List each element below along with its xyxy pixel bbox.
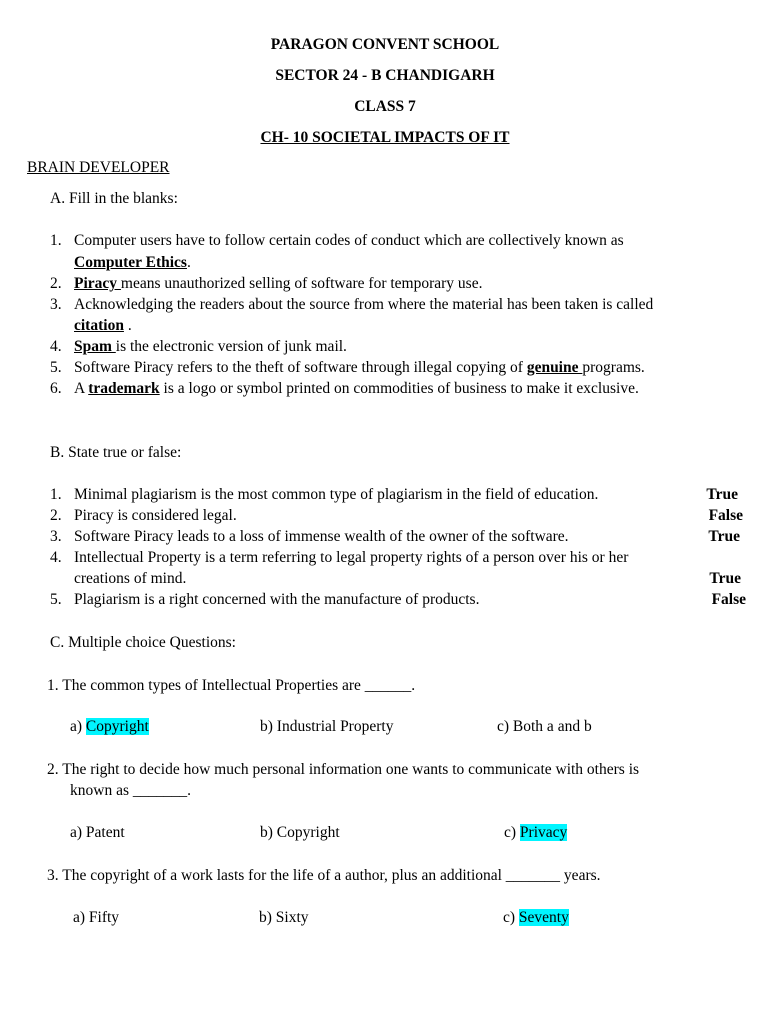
fill-item-3-answer-line [74, 316, 132, 336]
option-prefix: c) [504, 824, 520, 841]
chapter-title-text: CH- 10 SOCIETAL IMPACTS OF IT [260, 129, 510, 146]
mcq-1-option-a [70, 717, 149, 737]
mcq-3-option-b: b) Sixty [259, 909, 309, 926]
fill-item-6 [74, 379, 639, 399]
fill-item-4 [74, 337, 347, 357]
tf-item-1-answer: True [706, 486, 738, 503]
tf-item-1-text: Minimal plagiarism is the most common type of plagiarism in the field of education. [74, 486, 599, 503]
section-c-heading: C. Multiple choice Questions: [50, 634, 236, 651]
tf-item-2-answer: False [708, 507, 743, 524]
highlighted-answer: Seventy [518, 909, 569, 926]
fill-item-2-num: 2. [50, 275, 62, 292]
mcq-1-question: 1. The common types of Intellectual Properties are ______. [47, 677, 416, 694]
fill-item-3-num: 3. [50, 296, 62, 313]
brain-developer-heading: BRAIN DEVELOPER [27, 159, 170, 176]
option-prefix: a) [70, 718, 86, 735]
tf-item-1-num: 1. [50, 486, 62, 503]
mcq-3-question: 3. The copyright of a work lasts for the life of a author, plus an additional _______ years. [47, 867, 601, 884]
tf-item-3-text: Software Piracy leads to a loss of immense wealth of the owner of the software. [74, 528, 569, 545]
fill-item-5-num: 5. [50, 359, 62, 376]
fill-item-4-num: 4. [50, 338, 62, 355]
highlighted-answer: Privacy [519, 824, 568, 841]
fill-item-1-answer-line [74, 253, 191, 273]
option-prefix: c) [503, 909, 519, 926]
fill-answer: citation [74, 317, 124, 334]
section-b-heading: B. State true or false: [50, 444, 182, 461]
fill-item-1-num: 1. [50, 232, 62, 249]
fill-answer: Computer Ethics [74, 254, 187, 271]
mcq-3-option-a: a) Fifty [73, 909, 120, 926]
tf-item-2-text: Piracy is considered legal. [74, 507, 237, 524]
fill-text: Software Piracy refers to the theft of software through illegal copying of [74, 359, 527, 376]
class-title: CLASS 7 [354, 98, 416, 115]
highlighted-answer: Copyright [85, 718, 149, 735]
fill-answer: Piracy [74, 275, 121, 292]
chapter-title [0, 128, 770, 148]
fill-pre: A [74, 380, 89, 397]
school-name: PARAGON CONVENT SCHOOL [270, 36, 500, 53]
fill-text: means unauthorized selling of software for temporary use. [120, 275, 483, 292]
mcq-2-question: 2. The right to decide how much personal information one wants to communicate with others is [47, 761, 640, 778]
fill-item-3-text: Acknowledging the readers about the source from where the material has been taken is called [74, 296, 654, 313]
tf-item-5-text: Plagiarism is a right concerned with the manufacture of products. [74, 591, 480, 608]
school-sector: SECTOR 24 - B CHANDIGARH [275, 67, 495, 84]
tf-item-5-answer: False [711, 591, 746, 608]
section-a-heading: A. Fill in the blanks: [50, 190, 178, 207]
fill-end: . [123, 317, 132, 334]
tf-item-4-answer: True [709, 570, 741, 587]
mcq-1-option-b: b) Industrial Property [260, 718, 394, 735]
mcq-2-option-c [504, 823, 567, 843]
fill-item-2 [74, 274, 482, 294]
mcq-2-question-cont: known as _______. [70, 782, 191, 799]
mcq-2-option-b: b) Copyright [260, 824, 340, 841]
fill-item-6-num: 6. [50, 380, 62, 397]
tf-item-4-text: Intellectual Property is a term referring to legal property rights of a person over his or her [74, 549, 629, 566]
fill-answer: trademark [88, 380, 160, 397]
tf-item-2-num: 2. [50, 507, 62, 524]
mcq-1-option-c: c) Both a and b [497, 718, 592, 735]
fill-end: programs. [582, 359, 645, 376]
tf-item-4-text-cont: creations of mind. [74, 570, 187, 587]
tf-item-3-answer: True [708, 528, 740, 545]
tf-item-3-num: 3. [50, 528, 62, 545]
fill-answer: genuine [526, 359, 583, 376]
tf-item-5-num: 5. [50, 591, 62, 608]
mcq-3-option-c [503, 908, 569, 928]
fill-answer: Spam [74, 338, 116, 355]
fill-text: is a logo or symbol printed on commodities of business to make it exclusive. [159, 380, 639, 397]
fill-item-1-text: Computer users have to follow certain codes of conduct which are collectively known as [74, 232, 624, 249]
mcq-2-option-a: a) Patent [70, 824, 125, 841]
fill-item-5 [74, 358, 645, 378]
tf-item-4-num: 4. [50, 549, 62, 566]
fill-text: is the electronic version of junk mail. [115, 338, 347, 355]
fill-end: . [186, 254, 191, 271]
